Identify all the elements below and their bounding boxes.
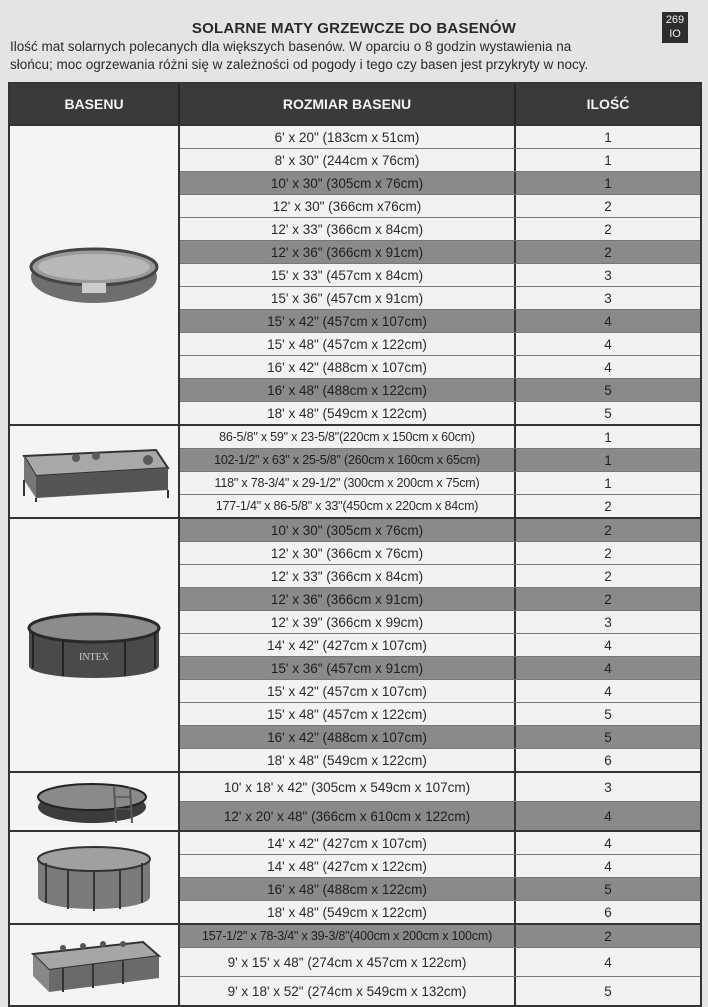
mat-quantity-cell: 5 [604, 983, 612, 999]
mat-quantity-cell: 5 [604, 706, 612, 722]
table-row [180, 832, 700, 854]
pool-size-cell: 86-5/8" x 59" x 23-5/8"(220cm x 150cm x 60cm) [180, 426, 516, 448]
pool-size-cell: 10' x 30" (305cm x 76cm) [180, 519, 516, 541]
mat-quantity-cell: 4 [604, 359, 612, 375]
page-number: 269 [665, 14, 685, 26]
mat-quantity-cell: 2 [604, 221, 612, 237]
pool-image-cell [10, 832, 180, 923]
table-row [180, 194, 700, 217]
mat-quantity-cell: 1 [604, 429, 612, 445]
pool-group-ultra-frame-rectangular [10, 923, 700, 1005]
mat-quantity-cell: 4 [604, 313, 612, 329]
table-row [180, 900, 700, 923]
table-row [180, 633, 700, 656]
mat-quantity-cell: 1 [604, 175, 612, 191]
header-size: ROZMIAR BASENU [180, 84, 516, 124]
table-row [180, 426, 700, 448]
pool-size-cell: 12' x 36" (366cm x 91cm) [180, 588, 516, 610]
pool-size-cell: 15' x 36" (457cm x 91cm) [180, 657, 516, 679]
mat-quantity-cell: 2 [604, 244, 612, 260]
table-row [180, 519, 700, 541]
table-row [180, 925, 700, 947]
language-code: IO [669, 28, 681, 40]
table-row [180, 471, 700, 494]
mat-quantity-cell: 2 [604, 928, 612, 944]
pool-image-cell [10, 519, 180, 771]
mat-quantity-cell: 4 [604, 835, 612, 851]
pool-size-cell: 16' x 42" (488cm x 107cm) [180, 356, 516, 378]
easy-set-pool-icon [27, 243, 161, 307]
pool-size-cell: 15' x 33" (457cm x 84cm) [180, 264, 516, 286]
pool-size-cell: 102-1/2" x 63" x 25-5/8" (260cm x 160cm x 65cm) [180, 449, 516, 471]
pool-size-cell: 15' x 36" (457cm x 91cm) [180, 287, 516, 309]
pool-image-cell [10, 925, 180, 1005]
table-row [180, 401, 700, 424]
pool-size-cell: 12' x 30" (366cm x 76cm) [180, 542, 516, 564]
pool-size-cell: 10' x 18' x 42" (305cm x 549cm x 107cm) [180, 773, 516, 801]
mat-quantity-cell: 5 [604, 881, 612, 897]
table-row [180, 679, 700, 702]
mat-quantity-cell: 4 [604, 637, 612, 653]
pool-size-cell: 15' x 42" (457cm x 107cm) [180, 310, 516, 332]
pool-size-cell: 16' x 42" (488cm x 107cm) [180, 726, 516, 748]
mat-quantity-cell: 6 [604, 752, 612, 768]
table-row [180, 610, 700, 633]
mat-quantity-cell: 2 [604, 198, 612, 214]
mat-quantity-cell: 3 [604, 614, 612, 630]
pool-size-cell: 8' x 30" (244cm x 76cm) [180, 149, 516, 171]
pool-size-cell: 12' x 39" (366cm x 99cm) [180, 611, 516, 633]
mat-quantity-cell: 4 [604, 858, 612, 874]
table-row [180, 494, 700, 517]
mat-quantity-cell: 5 [604, 405, 612, 421]
table-row [180, 773, 700, 801]
pool-group-round-frame [10, 517, 700, 771]
rectangular-frame-pool-icon [16, 440, 172, 504]
mat-quantity-cell: 5 [604, 382, 612, 398]
table-row [180, 725, 700, 748]
intro-text [10, 38, 700, 74]
mat-quantity-cell: 2 [604, 591, 612, 607]
table-row [180, 976, 700, 1005]
table-row [180, 263, 700, 286]
mat-quantity-cell: 4 [604, 808, 612, 824]
page-title: SOLARNE MATY GRZEWCZE DO BASENÓW [191, 20, 517, 37]
table-row [180, 587, 700, 610]
table-row [180, 171, 700, 194]
table-row [180, 217, 700, 240]
pool-size-cell: 15' x 48" (457cm x 122cm) [180, 333, 516, 355]
pool-size-cell: 12' x 33" (366cm x 84cm) [180, 218, 516, 240]
pool-group-rectangular-frame [10, 424, 700, 517]
header-qty: ILOŚĆ [586, 96, 630, 112]
ultra-frame-round-pool-icon [32, 843, 156, 913]
mat-quantity-cell: 3 [604, 267, 612, 283]
pool-image-cell [10, 773, 180, 830]
table-row [180, 309, 700, 332]
pool-group-ultra-frame-round [10, 830, 700, 923]
table-row [180, 126, 700, 148]
mat-quantity-cell: 6 [604, 904, 612, 920]
pool-image-cell [10, 426, 180, 517]
pool-size-cell: 14' x 48" (427cm x 122cm) [180, 855, 516, 877]
pool-size-cell: 12' x 30" (366cm x76cm) [180, 195, 516, 217]
table-row [180, 702, 700, 725]
pool-size-cell: 177-1/4" x 86-5/8" x 33"(450cm x 220cm x 84cm) [180, 495, 516, 517]
mat-quantity-cell: 5 [604, 729, 612, 745]
pool-size-cell: 157-1/2" x 78-3/4" x 39-3/8"(400cm x 200cm x 100cm) [180, 925, 516, 947]
pool-group-easy-set [10, 124, 700, 424]
table-row [180, 541, 700, 564]
pool-size-cell: 18' x 48" (549cm x 122cm) [180, 749, 516, 771]
table-row [180, 148, 700, 171]
mat-quantity-cell: 2 [604, 545, 612, 561]
table-row [180, 240, 700, 263]
intro-line-2: słońcu; moc ogrzewania różni się w zależności od pogody i tego czy basen jest przykryty w nocy. [10, 57, 589, 72]
pool-size-cell: 14' x 42" (427cm x 107cm) [180, 634, 516, 656]
mat-quantity-cell: 2 [604, 498, 612, 514]
table-row [180, 748, 700, 771]
mat-quantity-cell: 2 [604, 522, 612, 538]
pool-size-cell: 10' x 30" (305cm x 76cm) [180, 172, 516, 194]
mat-quantity-cell: 4 [604, 683, 612, 699]
table-row [180, 854, 700, 877]
table-row [180, 332, 700, 355]
header-pool: BASENU [10, 84, 180, 124]
pool-size-cell: 12' x 20' x 48" (366cm x 610cm x 122cm) [180, 802, 516, 830]
pool-size-cell: 16' x 48" (488cm x 122cm) [180, 379, 516, 401]
mat-quantity-cell: 1 [604, 152, 612, 168]
pool-size-cell: 18' x 48" (549cm x 122cm) [180, 901, 516, 923]
pool-image-cell [10, 126, 180, 424]
pool-size-cell: 12' x 33" (366cm x 84cm) [180, 565, 516, 587]
intro-line-1: Ilość mat solarnych polecanych dla większych basenów. W oparciu o 8 godzin wystawienia na [10, 39, 572, 54]
pool-size-cell: 14' x 42" (427cm x 107cm) [180, 832, 516, 854]
table-row [180, 448, 700, 471]
mat-quantity-cell: 1 [604, 475, 612, 491]
table-row [180, 286, 700, 309]
table-row [180, 656, 700, 679]
ultra-frame-rectangular-pool-icon [23, 934, 165, 996]
table-row [180, 947, 700, 976]
table-row [180, 877, 700, 900]
pool-brand-label: INTEX [79, 652, 109, 663]
table-row [180, 355, 700, 378]
table-row [180, 801, 700, 830]
pool-group-oval-frame [10, 771, 700, 830]
pool-size-cell: 118" x 78-3/4" x 29-1/2" (300cm x 200cm x 75cm) [180, 472, 516, 494]
round-frame-pool-icon [23, 610, 165, 680]
mat-quantity-cell: 1 [604, 129, 612, 145]
table-row [180, 564, 700, 587]
pool-size-cell: 12' x 36" (366cm x 91cm) [180, 241, 516, 263]
mat-quantity-cell: 3 [604, 779, 612, 795]
pool-size-cell: 9' x 18' x 52" (274cm x 549cm x 132cm) [180, 977, 516, 1005]
pool-size-cell: 9' x 15' x 48" (274cm x 457cm x 122cm) [180, 948, 516, 976]
mat-quantity-cell: 4 [604, 954, 612, 970]
oval-frame-pool-icon [34, 777, 154, 827]
solar-mat-table [8, 82, 702, 1007]
pool-size-cell: 18' x 48" (549cm x 122cm) [180, 402, 516, 424]
table-header [10, 84, 700, 124]
table-row [180, 378, 700, 401]
mat-quantity-cell: 2 [604, 568, 612, 584]
pool-size-cell: 6' x 20" (183cm x 51cm) [180, 126, 516, 148]
mat-quantity-cell: 1 [604, 452, 612, 468]
pool-size-cell: 15' x 42" (457cm x 107cm) [180, 680, 516, 702]
pool-size-cell: 15' x 48" (457cm x 122cm) [180, 703, 516, 725]
mat-quantity-cell: 4 [604, 336, 612, 352]
mat-quantity-cell: 3 [604, 290, 612, 306]
mat-quantity-cell: 4 [604, 660, 612, 676]
pool-size-cell: 16' x 48" (488cm x 122cm) [180, 878, 516, 900]
